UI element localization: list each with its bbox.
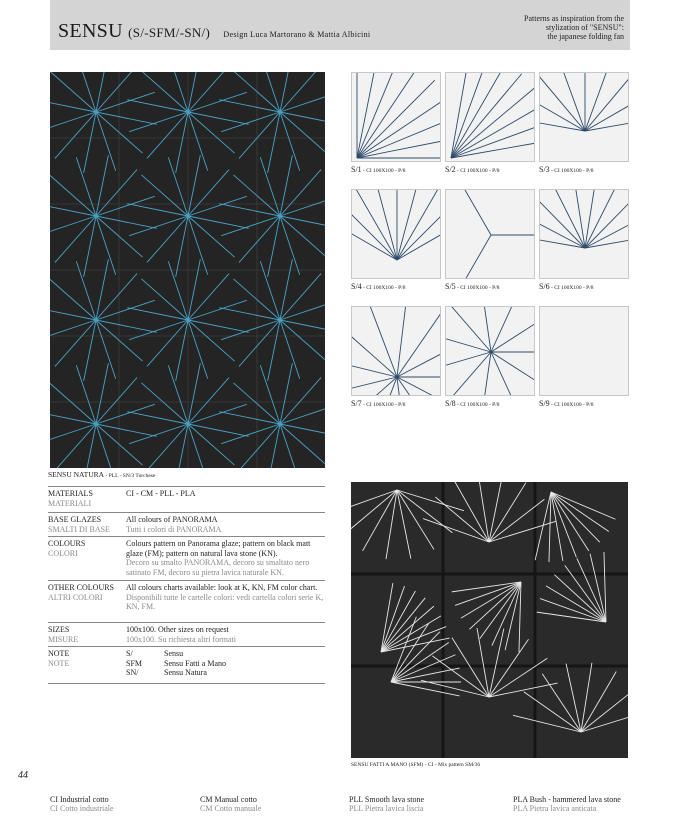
tile-swatch: [539, 306, 629, 396]
spec-row-other-colours: OTHER COLOURS ALTRI COLORI All colours charts available: look at K, KN, FM color chart. Disponibili tutte le cartelle colori: vedi cartella colori serie K, KN, FM.: [48, 580, 325, 623]
tile-4: [351, 189, 441, 291]
footer-material-1: CI Industrial cotto CI Cotto industriale: [50, 795, 114, 813]
tile-7: [351, 306, 441, 408]
page-title: SENSU (S/-SFM/-SN/) Design Luca Martorano & Mattia Albicini: [58, 20, 371, 42]
tile-pattern: [352, 307, 440, 395]
footer-material-2: CM Manual cotto CM Cotto manuale: [200, 795, 262, 813]
tile-pattern: [540, 73, 628, 161]
spec-row-note: NOTE NOTE S/ Sensu SFM Sensu Fatti a Mano SN/ Sensu Natura: [48, 646, 325, 684]
tile-pattern: [446, 307, 534, 395]
tile-1: [351, 72, 441, 174]
note-item: SFM Sensu Fatti a Mano: [126, 658, 226, 668]
tile-swatch: [445, 189, 535, 279]
tile-5: [445, 189, 535, 291]
designer-credit: Design Luca Martorano & Mattia Albicini: [223, 30, 371, 39]
tile-pattern: [540, 307, 628, 395]
header-tagline: Patterns as inspiration from the stylization of "SENSU": the japanese folding fan: [524, 14, 624, 41]
page-number: 44: [18, 770, 28, 781]
tile-pattern: [352, 190, 440, 278]
sensu-natura-caption: SENSU NATURA - PLL - SN/3 Turchese: [48, 470, 156, 479]
sensu-natura-pattern: [50, 72, 325, 468]
tile-6: [539, 189, 629, 291]
spec-row-materials: MATERIALS MATERIALI CI - CM - PLL - PLA: [48, 486, 325, 513]
tile-caption: S/1 - CI 100X100 - P/8: [351, 165, 406, 174]
sensu-fatti-a-mano-pattern: [351, 482, 628, 758]
header-bar: [50, 0, 630, 50]
tile-swatch: [351, 72, 441, 162]
tile-2: [445, 72, 535, 174]
tile-caption: S/4 - CI 100X100 - P/8: [351, 282, 406, 291]
tile-caption: S/5 - CI 100X100 - P/8: [445, 282, 500, 291]
tile-pattern: [540, 190, 628, 278]
tile-swatch: [445, 72, 535, 162]
sensu-fatti-a-mano-caption: SENSU FATTI A MANO (SFM) - CI - Mix pattern SM/36: [351, 762, 481, 768]
tile-pattern: [446, 190, 534, 278]
tile-pattern: [352, 73, 440, 161]
footer-material-4: PLA Bush - hammered lava stone PLA Pietra lavica anticata: [513, 795, 621, 813]
note-item: SN/ Sensu Natura: [126, 668, 207, 677]
spec-row-sizes: SIZES MISURE 100x100. Other sizes on request 100x100. Su richiesta altri formati: [48, 622, 325, 647]
tile-caption: S/9 - CI 100X100 - P/8: [539, 399, 594, 408]
sensu-natura-photo: [50, 72, 325, 468]
tile-swatch: [539, 72, 629, 162]
tile-caption: S/7 - CI 100X100 - P/8: [351, 399, 406, 408]
spec-row-colours: COLOURS COLORI Colours pattern on Panorama glaze; pattern on black matt glaze (FM); pattern on natural lava stone (KN). Decoro su smalto PANORAMA, decoro su smaltato nero satinato FM, decoro su pietra lavica naturale KN.: [48, 536, 325, 581]
spec-row-glazes: BASE GLAZES SMALTI DI BASE All colours of PANORAMA Tutti i colori di PANORAMA: [48, 512, 325, 537]
tile-3: [539, 72, 629, 174]
sensu-fatti-a-mano-photo: [351, 482, 628, 758]
tile-swatch: [445, 306, 535, 396]
tile-swatch: [351, 306, 441, 396]
tile-swatch: [351, 189, 441, 279]
tile-caption: S/6 - CI 100X100 - P/8: [539, 282, 594, 291]
tile-swatch: [539, 189, 629, 279]
spec-table: [48, 486, 325, 684]
note-item: S/ Sensu: [126, 649, 184, 658]
tile-caption: S/8 - CI 100X100 - P/8: [445, 399, 500, 408]
tile-caption: S/3 - CI 100X100 - P/8: [539, 165, 594, 174]
tile-caption: S/2 - CI 100X100 - P/8: [445, 165, 500, 174]
tile-8: [445, 306, 535, 408]
tile-pattern: [446, 73, 534, 161]
tile-9: [539, 306, 629, 408]
footer-material-3: PLL Smooth lava stone PLL Pietra lavica liscia: [349, 795, 425, 813]
tile-grid: [351, 72, 631, 412]
